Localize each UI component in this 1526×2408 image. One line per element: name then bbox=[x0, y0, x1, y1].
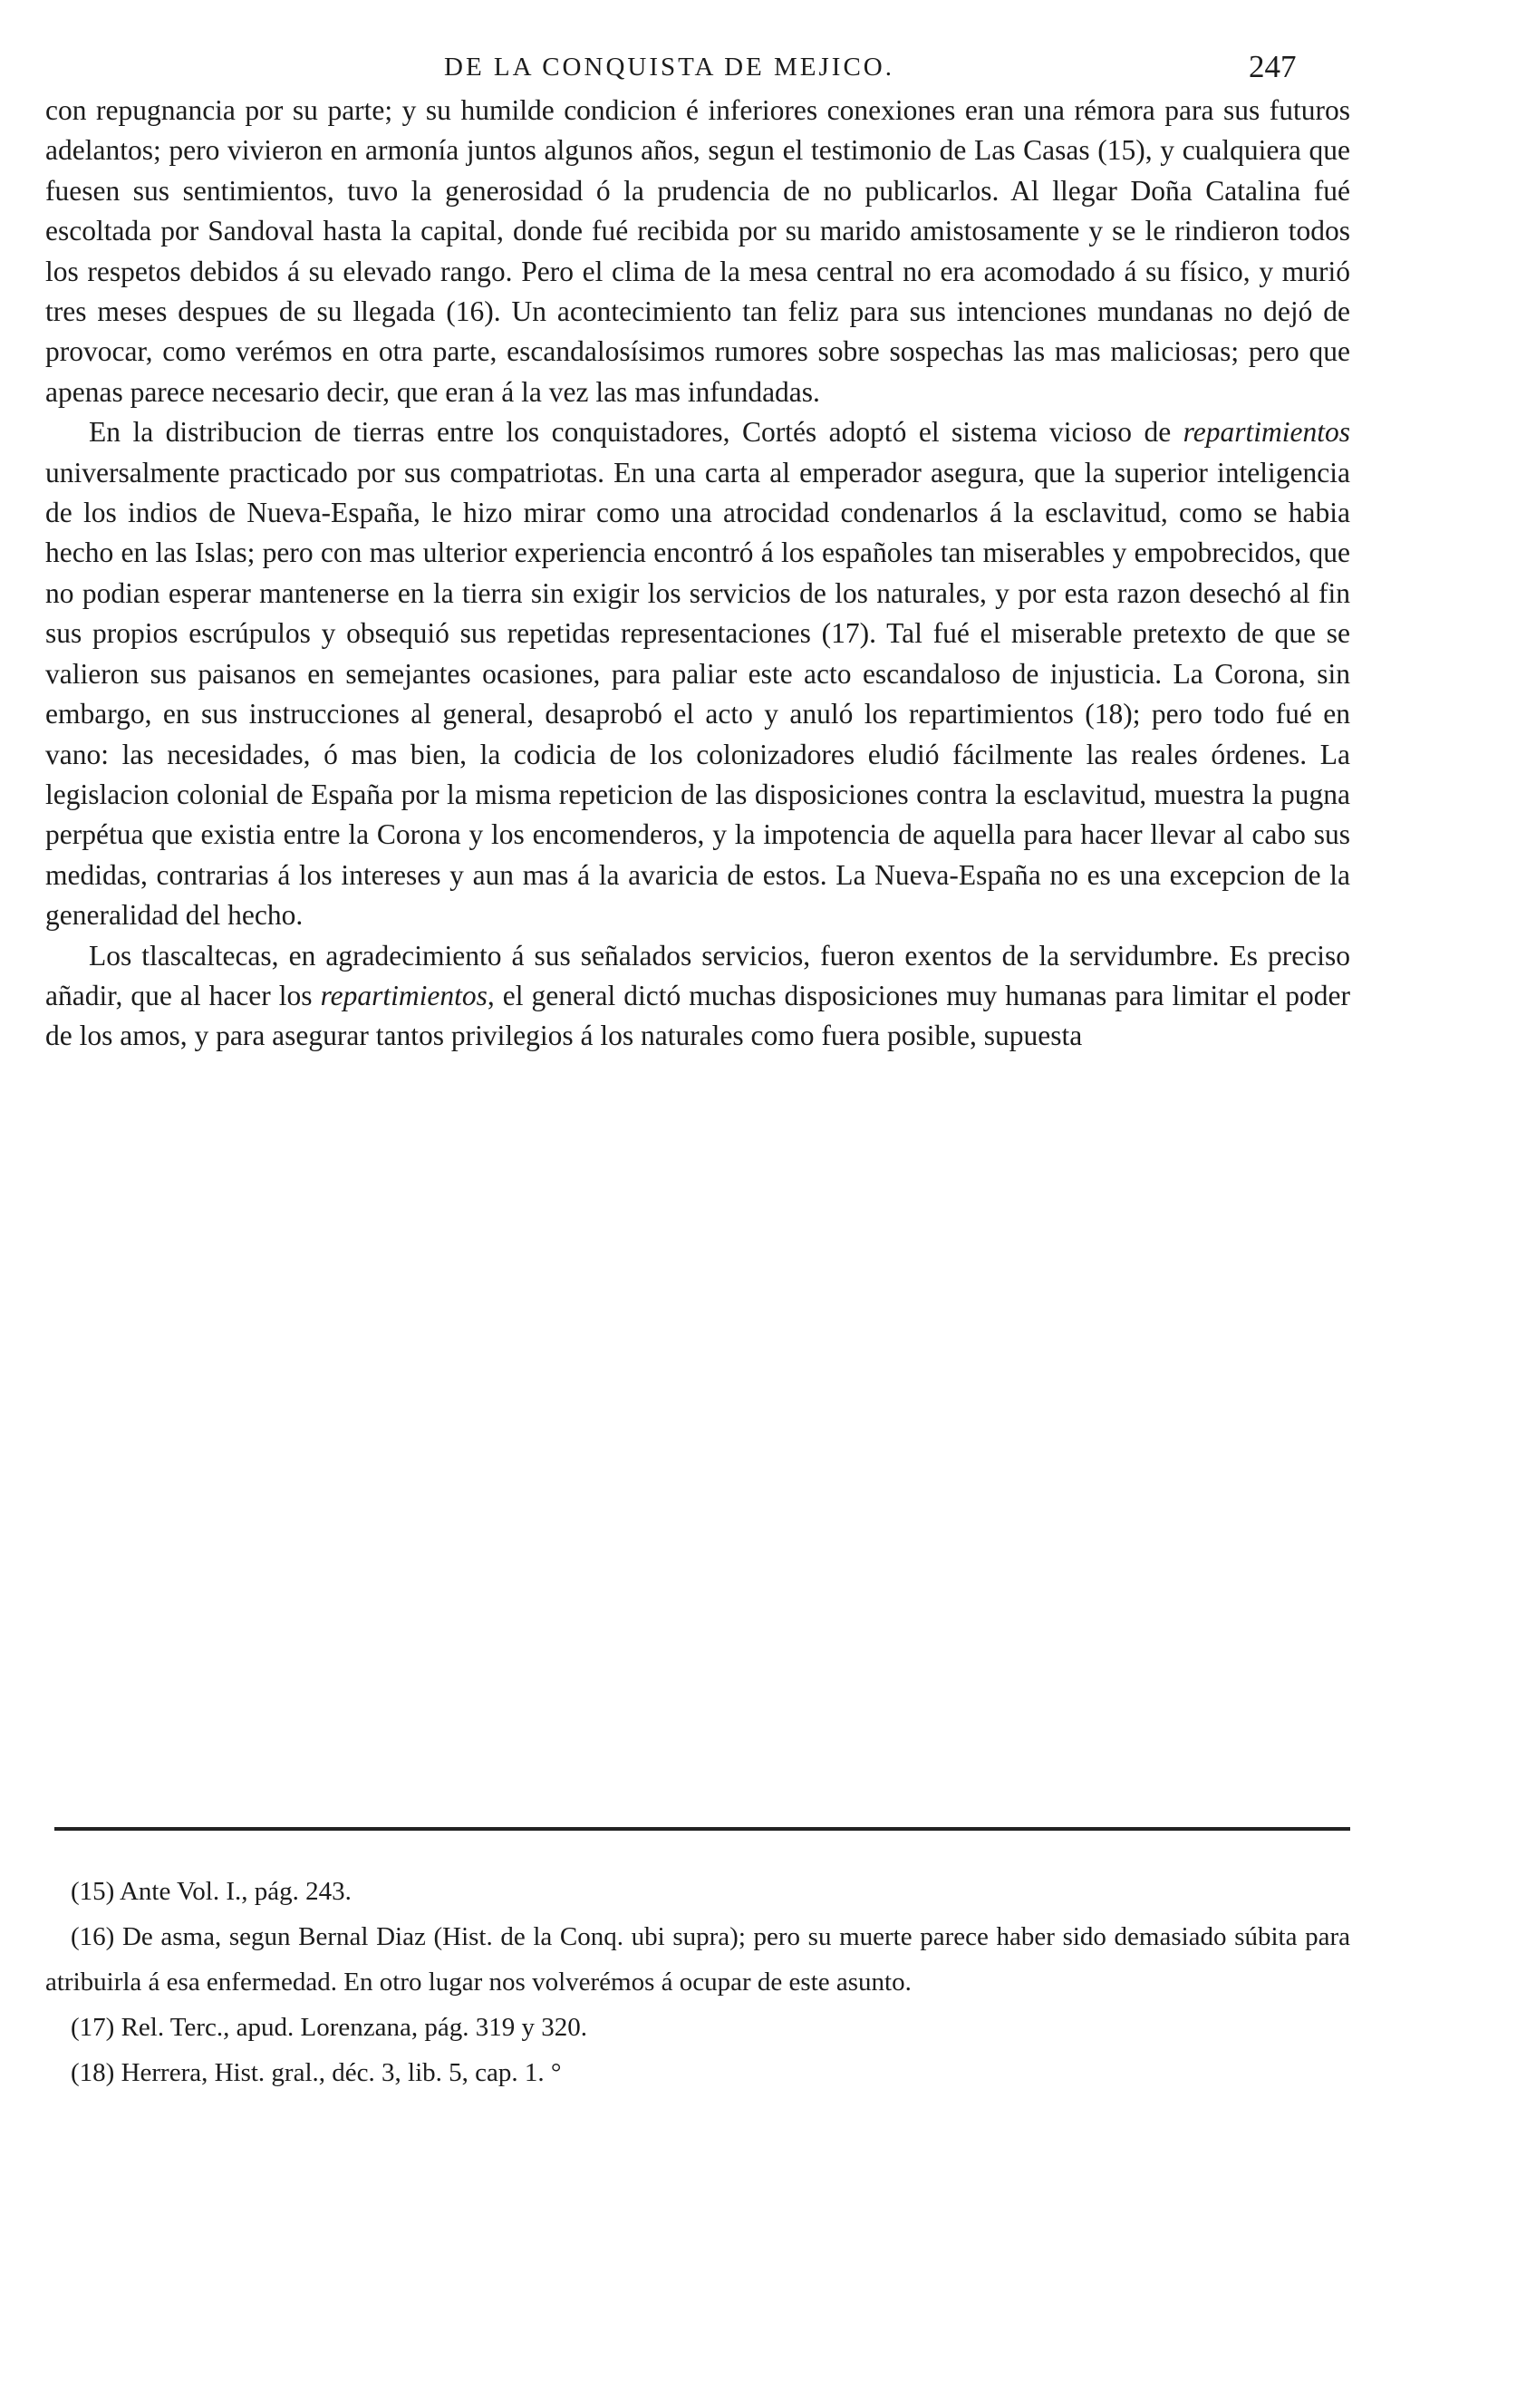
paragraph-1 bbox=[45, 91, 1350, 412]
footnote-18: (18) Herrera, Hist. gral., déc. 3, lib. 5, cap. 1. ° bbox=[71, 2058, 562, 2087]
page-number: 247 bbox=[1249, 49, 1297, 84]
footnote-15: (15) Ante Vol. I., pág. 243. bbox=[71, 1877, 352, 1906]
footnotes bbox=[45, 1869, 1350, 2095]
footnote-17: (17) Rel. Terc., apud. Lorenzana, pág. 319 y 320. bbox=[71, 2013, 588, 2042]
running-title: DE LA CONQUISTA DE MEJICO. bbox=[444, 53, 894, 82]
paragraph-2 bbox=[45, 412, 1350, 935]
paragraph-2-text-b: universalmente practicado por sus compatriotas. En una carta al emperador asegura, que la superior inteligencia de los indios de Nueva-España, le hizo mirar como una atrocidad condenarlos á la esclavitud, como se habia hecho en las Islas; pero con mas ulterior experiencia encontró á los españoles tan miserables y empobrecidos, que no podian esperar mantenerse en la tierra sin exigir los servicios de los naturales, y por esta razon desechó al fin sus propios escrúpulos y obsequió sus repetidas representaciones (17). Tal fué el miserable pretexto de que se valieron sus paisanos en semejantes ocasiones, para paliar este acto escandaloso de injusticia. La Corona, sin embargo, en sus instrucciones al general, desaprobó el acto y anuló los repartimientos (18); pero todo fué en vano: las necesidades, ó mas bien, la codicia de los colonizadores eludió fácilmente las reales órdenes. La legislacion colonial de España por la misma repeticion de las disposiciones contra la esclavitud, muestra la pugna perpétua que existia entre la Corona y los encomenderos, y la impotencia de aquella para hacer llevar al cabo sus medidas, contrarias á los intereses y aun mas á la avaricia de estos. La Nueva-España no es una excepcion de la generalidad del hecho. bbox=[45, 456, 1350, 932]
running-header bbox=[0, 49, 1526, 89]
italic-term-repartimientos: repartimientos bbox=[1183, 416, 1350, 449]
paragraph-2-text-a: En la distribucion de tierras entre los conquistadores, Cortés adoptó el sistema vicioso de bbox=[89, 416, 1183, 449]
paragraph-3-text-a: Los tlascaltecas, en agradecimiento á sus señalados servicios, fueron exentos de la servidumbre. Es preciso añadir, que al hacer los bbox=[45, 939, 1350, 1011]
body-text bbox=[45, 91, 1350, 1057]
footnote-16: (16) De asma, segun Bernal Diaz (Hist. de la Conq. ubi supra); pero su muerte parece haber sido demasiado súbita para atribuirla á esa enfermedad. En otro lugar nos volverémos á ocupar de este asunto. bbox=[45, 1922, 1350, 1997]
paragraph-3-text-b: , el general dictó muchas disposiciones muy humanas para limitar el poder de los amos, y para asegurar tantos privilegios á los naturales como fuera posible, supuesta bbox=[45, 979, 1350, 1052]
paragraph-3 bbox=[45, 936, 1350, 1057]
italic-term-repartimientos: repartimientos bbox=[320, 979, 488, 1011]
footnote-divider bbox=[54, 1827, 1350, 1831]
paragraph-1-text: con repugnancia por su parte; y su humilde condicion é inferiores conexiones eran una rémora para sus futuros adelantos; pero vivieron en armonía juntos algunos años, segun el testimonio de Las Casas (15), y cualquiera que fuesen sus sentimientos, tuvo la generosidad ó la prudencia de no publicarlos. Al llegar Doña Catalina fué escoltada por Sandoval hasta la capital, donde fué recibida por su marido amistosamente y se le rindieron todos los respetos debidos á su elevado rango. Pero el clima de la mesa central no era acomodado á su físico, y murió tres meses despues de su llegada (16). Un acontecimiento tan feliz para sus intenciones mundanas no dejó de provocar, como verémos en otra parte, escandalosísimos rumores sobre sospechas las mas maliciosas; pero que apenas parece necesario decir, que eran á la vez las mas infundadas. bbox=[45, 94, 1350, 408]
